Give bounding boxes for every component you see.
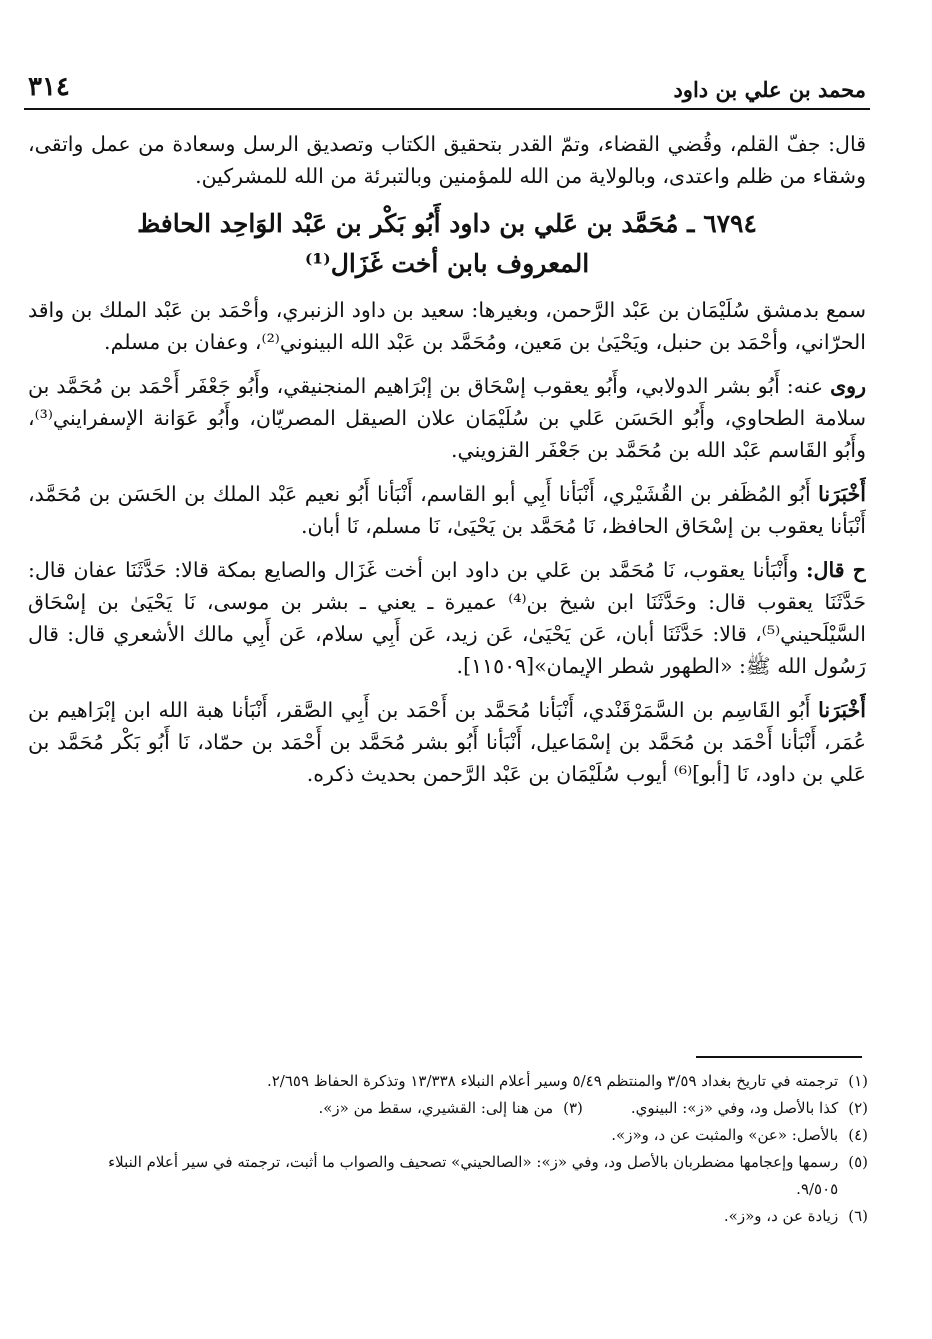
footnote-text: رسمها وإعجامها مضطربان بالأصل ود، وفي «ز»: «الصالحيني» تصحيف والصواب ما أثبت، ترجمته في سير أعلام النبلاء ٩/٥٠٥. — [108, 1153, 839, 1198]
footnote-text: زيادة عن د، و«ز». — [723, 1207, 839, 1225]
footnote-number: (٦) — [848, 1207, 868, 1225]
footnote — [80, 1122, 868, 1149]
footnote-text: كذا بالأصل ود، وفي «ز»: البينوي. — [630, 1099, 839, 1117]
footnote-row — [80, 1095, 868, 1122]
entry-heading — [28, 204, 866, 284]
narrators-lead: روى — [830, 374, 866, 398]
isnad-paragraph-2 — [28, 554, 866, 682]
main-text — [28, 128, 866, 1028]
footnotes — [80, 1068, 868, 1230]
footnote — [318, 1095, 582, 1122]
footnote-number: (٣) — [563, 1099, 583, 1117]
entry-title-line-2: المعروف بابن أخت غَزَال⁽¹⁾ — [304, 249, 590, 278]
footnote — [80, 1203, 868, 1230]
narrators-text: عنه: أَبُو بشر الدولابي، وأَبُو يعقوب إسْحَاق بن إبْرَاهيم المنجنيقي، وأَبُو جَعْفَر أَحْمَد بن مُحَمَّد بن سلامة الطحاوي، وأَبُو الحَسَن عَلي بن سُلَيْمَان علان الصيقل المصريّان، وأَبُو عَوَانة الإسفرايني⁽³⁾، وأَبُو القَاسم عَبْد الله بن مُحَمَّد بن جَعْفَر القزويني. — [28, 374, 866, 462]
intro-paragraph: قال: جفّ القلم، وقُضي القضاء، وتمّ القدر بتحقيق الكتاب وتصديق الرسل وسعادة من عمل واتقى، وشقاء من ظلم واعتدى، وبالولاية من الله للمؤمنين وبالتبرئة من الله للمشركين. — [28, 132, 866, 188]
isnad-2-text: وأَنْبَأنا يعقوب، نَا مُحَمَّد بن عَلي بن داود ابن أخت غَزَال والصايع بمكة قالا: حَدَّثَنَا عفان قال: حَدَّثَنَا يعقوب قال: وحَدَّثَنَا ابن شيخ بن⁽⁴⁾ عميرة ـ يعني ـ بشر بن موسى، نَا يَحْيَىٰ بن إسْحَاق السَّيْلَحيني⁽⁵⁾، قالا: حَدَّثَنَا أبان، عَن يَحْيَىٰ، عَن زيد، عَن أَبِي سلام، عَن أَبِي مالك الأشعري قال: قال رَسُول الله ﷺ: «الطهور شطر الإيمان»[١١٥٠٩]. — [28, 558, 866, 678]
narrators-paragraph — [28, 370, 866, 466]
footnote-text: ترجمته في تاريخ بغداد ٣/٥٩ والمنتظم ٥/٤٩ وسير أعلام النبلاء ١٣/٣٣٨ وتذكرة الحفاظ ٢/٦٥٩. — [266, 1072, 839, 1090]
footnote — [80, 1149, 868, 1203]
isnad-3-text: أَبُو القَاسِم بن السَّمَرْقَنْدي، أَنْبَأنا مُحَمَّد بن أَحْمَد بن أَبِي الصَّقر، أَنْبَأنا هبة الله ابن إبْرَاهيم بن عُمَر، أَنْبَأنا أَحْمَد بن مُحَمَّد بن إسْمَاعيل، أَنْبَأنا أَبُو بشر مُحَمَّد بن أَحْمَد بن حمّاد، نَا أَبُو بَكْر مُحَمَّد بن عَلي بن داود، نَا [أبو]⁽⁶⁾ أيوب سُلَيْمَان بن عَبْد الرَّحمن بحديث ذكره. — [28, 698, 866, 786]
footnote-text: بالأصل: «عن» والمثبت عن د، و«ز». — [611, 1126, 839, 1144]
page-number: ٣١٤ — [28, 72, 70, 102]
footnote — [631, 1095, 868, 1122]
heard-from-paragraph: سمع بدمشق سُلَيْمَان بن عَبْد الرَّحمن، وبغيرها: سعيد بن داود الزنبري، وأحْمَد بن عَبْد الملك بن واقد الحرّاني، وأحْمَد بن حنبل، ويَحْيَىٰ بن مَعين، ومُحَمَّد بن عَبْد الله البينوني⁽²⁾، وعفان بن مسلم. — [28, 298, 866, 354]
header-rule — [24, 108, 870, 110]
footnote-rule — [696, 1056, 862, 1058]
isnad-1-lead: أَخْبَرَنا — [818, 482, 866, 506]
isnad-1-text: أَبُو المُظَفر بن القُشَيْري، أَنْبَأنا أَبِي أبو القاسم، أَنْبَأنا أَبُو نعيم عَبْد الملك بن الحَسَن بن مُحَمَّد، أَنْبَأنا يعقوب بن إسْحَاق الحافظ، نَا مُحَمَّد بن يَحْيَىٰ، نَا مسلم، نَا أبان. — [28, 482, 866, 538]
isnad-3-lead: أَخْبَرَنا — [818, 698, 866, 722]
footnote-number: (١) — [848, 1072, 868, 1090]
page-header — [28, 62, 866, 102]
footnote-text: من هنا إلى: القشيري، سقط من «ز». — [318, 1099, 554, 1117]
entry-title-line-1: ٦٧٩٤ ـ مُحَمَّد بن عَلي بن داود أَبُو بَكْر بن عَبْد الوَاحِد الحافظ — [137, 209, 757, 238]
running-title: محمد بن علي بن داود — [673, 77, 866, 102]
isnad-paragraph-1 — [28, 478, 866, 542]
footnote-number: (٥) — [848, 1153, 868, 1171]
footnote — [80, 1068, 868, 1095]
footnote-number: (٢) — [848, 1099, 868, 1117]
isnad-paragraph-3 — [28, 694, 866, 790]
footnote-number: (٤) — [848, 1126, 868, 1144]
isnad-2-lead: ح قال: — [805, 558, 866, 582]
